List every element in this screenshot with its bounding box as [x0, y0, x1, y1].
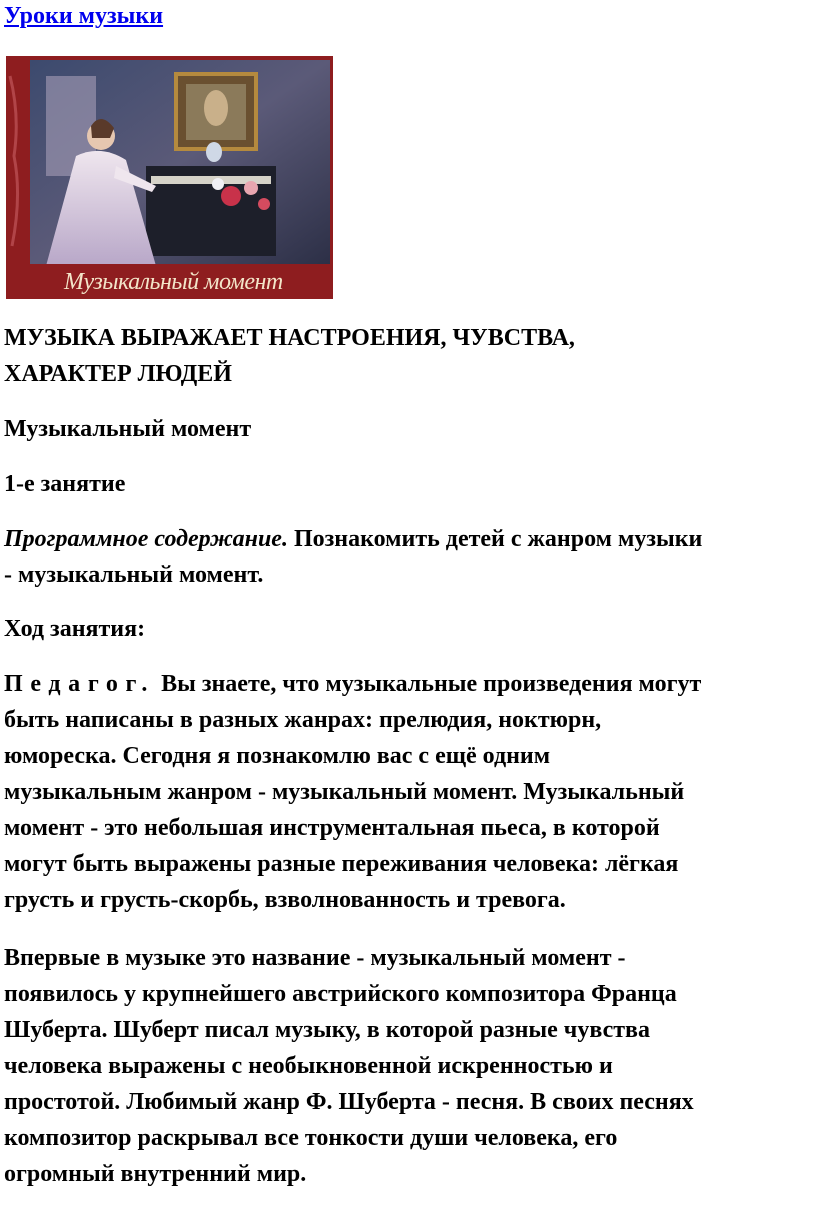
lesson-progress-title: Ход занятия:: [4, 616, 146, 642]
paragraph1-line-1: Вы знаете, что музыкальные произведения могут: [155, 671, 702, 697]
paragraph1-line: момент - это небольшая инструментальная пьеса, в которой: [4, 815, 660, 841]
book-cover-image: [6, 56, 333, 299]
title-line-1: МУЗЫКА ВЫРАЖАЕТ НАСТРОЕНИЯ, ЧУВСТВА,: [4, 325, 575, 351]
painting-illustration: [6, 56, 333, 299]
program-content: [4, 521, 816, 593]
paragraph1-line: грусть и грусть-скорбь, взволнованность и тревога.: [4, 887, 566, 913]
paragraph2-line: простотой. Любимый жанр Ф. Шуберта - песня. В своих песнях: [4, 1089, 694, 1115]
lessons-link[interactable]: Уроки музыки: [4, 3, 164, 29]
paragraph2-line: появилось у крупнейшего австрийского композитора Франца: [4, 981, 677, 1007]
paragraph2-line: Впервые в музыке это название - музыкальный момент -: [4, 945, 626, 971]
program-label: Программное содержание.: [4, 526, 288, 552]
paragraph2-line: человека выражены с необыкновенной искренностью и: [4, 1053, 613, 1079]
cover-caption: Музыкальный момент: [64, 269, 283, 295]
program-line-2: - музыкальный момент.: [4, 562, 264, 588]
lesson-subtitle: Музыкальный момент: [4, 416, 252, 442]
paragraph2-line: композитор раскрывал все тонкости души человека, его: [4, 1125, 618, 1151]
paragraph-teacher: [4, 666, 816, 918]
paragraph1-line: музыкальным жанром - музыкальный момент. Музыкальный: [4, 779, 685, 805]
paragraph2-line: Шуберта. Шуберт писал музыку, в которой разные чувства: [4, 1017, 650, 1043]
lesson-number: 1-е занятие: [4, 471, 126, 497]
paragraph1-line: могут быть выражены разные переживания человека: лёгкая: [4, 851, 679, 877]
paragraph2-line: огромный внутренний мир.: [4, 1161, 307, 1187]
title-line-2: ХАРАКТЕР ЛЮДЕЙ: [4, 361, 232, 387]
paragraph1-line: юмореска. Сегодня я познакомлю вас с ещё одним: [4, 743, 551, 769]
program-line-1: Познакомить детей с жанром музыки: [287, 526, 703, 552]
paragraph1-line: быть написаны в разных жанрах: прелюдия, ноктюрн,: [4, 707, 602, 733]
page-title: [4, 320, 816, 392]
paragraph-schubert: [4, 940, 816, 1192]
speaker-label: Педагог.: [4, 671, 156, 697]
